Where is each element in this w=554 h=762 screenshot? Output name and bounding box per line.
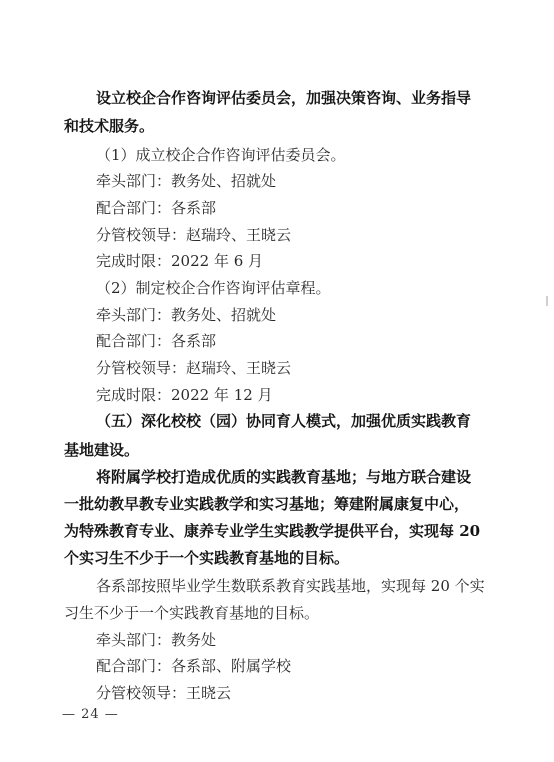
text-line: 习生不少于一个实践教育基地的目标。 bbox=[64, 604, 320, 622]
scan-edge-mark bbox=[546, 296, 548, 306]
text-line: （1）成立校企合作咨询评估委员会。 bbox=[96, 146, 346, 164]
text-line: 和技术服务。 bbox=[64, 117, 155, 135]
text-line: 将附属学校打造成优质的实践教育基地；与地方联合建设 bbox=[96, 468, 472, 486]
section-heading: （五）深化校校（园）协同育人模式，加强优质实践教育 bbox=[96, 412, 472, 430]
text-line: 配合部门：各系部 bbox=[96, 332, 217, 350]
page-number: — 24 — bbox=[62, 707, 119, 722]
text-line: 个实习生不少于一个实践教育基地的目标。 bbox=[64, 549, 350, 567]
text-line: 分管校领导：赵瑞玲、王晓云 bbox=[96, 359, 292, 377]
text-line: 牵头部门：教务处、招就处 bbox=[96, 306, 277, 324]
text-line: 设立校企合作咨询评估委员会，加强决策咨询、业务指导 bbox=[96, 89, 472, 107]
text-line: 牵头部门：教务处 bbox=[96, 631, 217, 649]
text-line: 一批幼教早教专业实践教学和实习基地；筹建附属康复中心， bbox=[64, 495, 470, 513]
text-line: 分管校领导：王晓云 bbox=[96, 684, 232, 702]
text-line: 配合部门：各系部、附属学校 bbox=[96, 657, 292, 675]
text-line: 为特殊教育专业、康养专业学生实践教学提供平台，实现每 20 bbox=[64, 522, 481, 540]
text-line: 完成时限：2022 年 6 月 bbox=[96, 252, 264, 270]
section-heading: 基地建设。 bbox=[64, 441, 140, 459]
text-line: 配合部门：各系部 bbox=[96, 199, 217, 217]
text-line: 牵头部门：教务处、招就处 bbox=[96, 172, 277, 190]
text-line: 分管校领导：赵瑞玲、王晓云 bbox=[96, 226, 292, 244]
text-line: 完成时限：2022 年 12 月 bbox=[96, 386, 273, 404]
text-line: （2）制定校企合作咨询评估章程。 bbox=[96, 279, 331, 297]
text-line: 各系部按照毕业学生数联系教育实践基地，实现每 20 个实 bbox=[96, 577, 485, 595]
